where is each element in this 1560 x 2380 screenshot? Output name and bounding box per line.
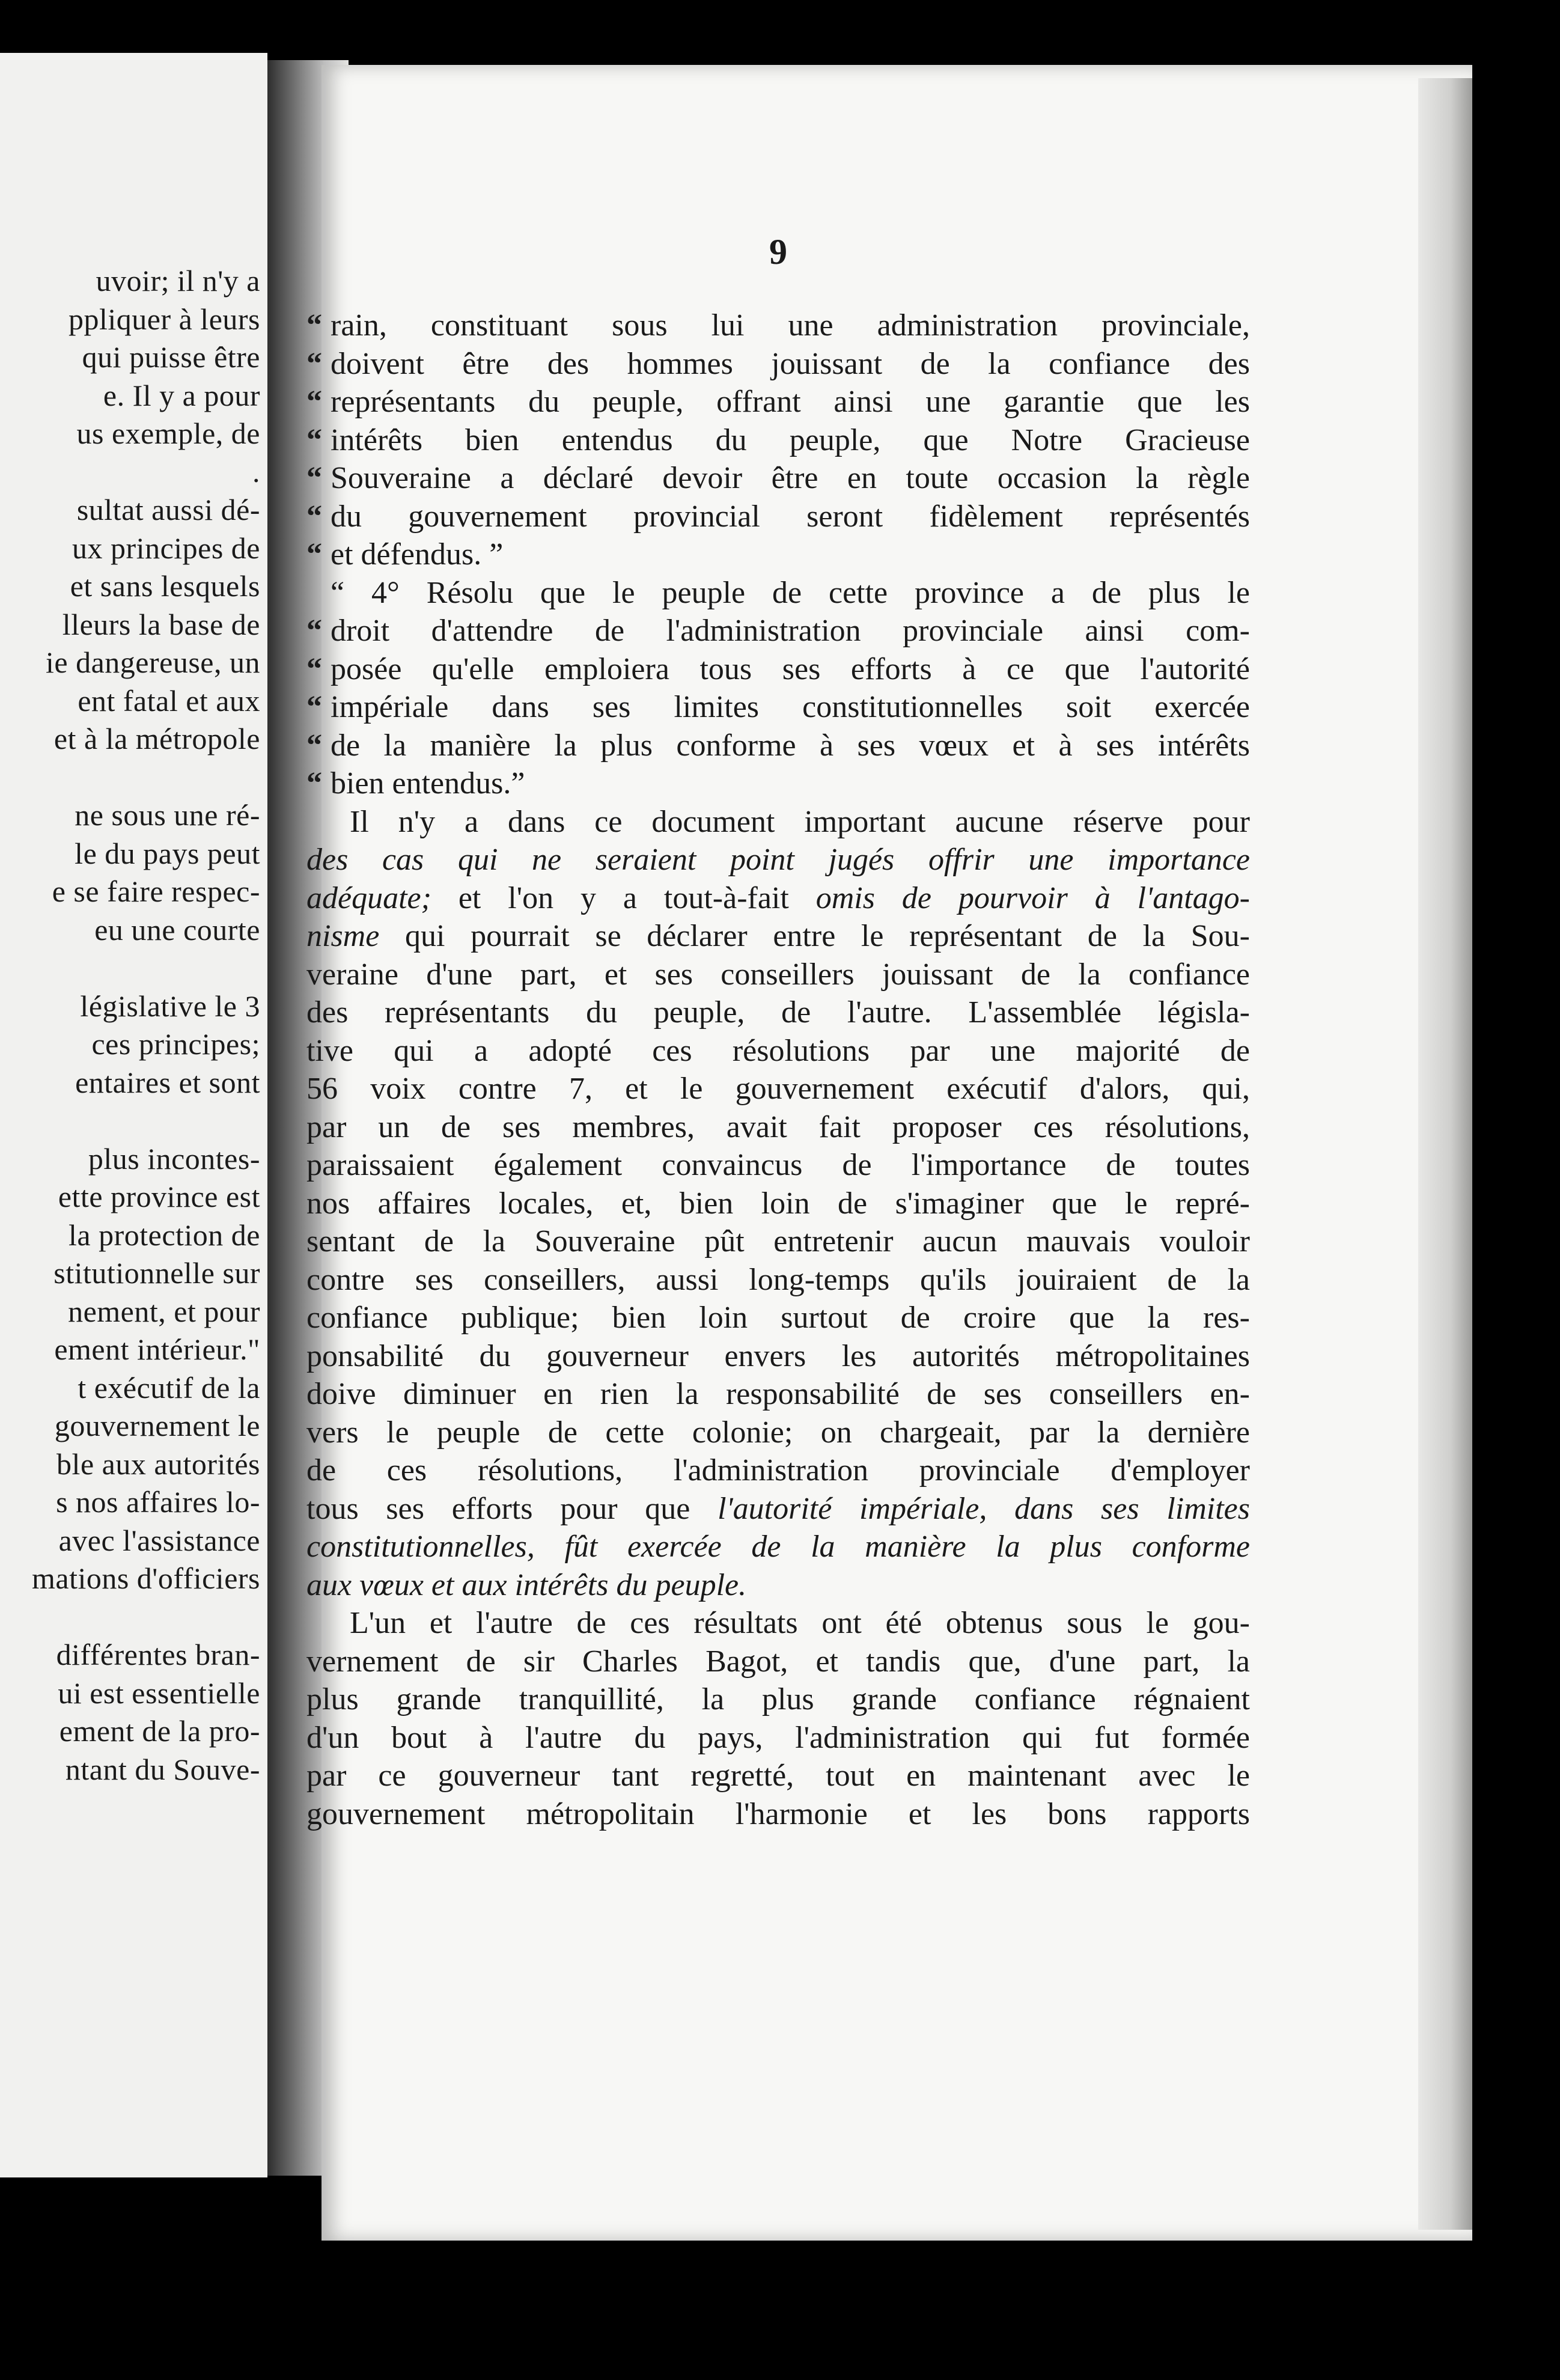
quoted-resolution-4 xyxy=(306,612,1250,803)
paragraph-line xyxy=(306,1490,1250,1528)
left-page-line: ement de la pro- xyxy=(59,1714,260,1748)
left-page-line: et sans lesquels xyxy=(70,569,260,603)
left-page-line: ette province est xyxy=(58,1180,260,1213)
left-page-line xyxy=(0,1598,260,1637)
quoted-line xyxy=(306,307,1250,345)
paragraph-line xyxy=(306,1566,1250,1605)
left-page-line: ux principes de xyxy=(72,531,260,565)
paragraph-line: plus grande tranquillité, la plus grande confiance régnaient xyxy=(306,1682,1250,1716)
left-page-line xyxy=(0,758,260,797)
text-run: rain, constituant sous lui une administration provinciale, xyxy=(331,308,1250,343)
left-page-line: t exécutif de la xyxy=(78,1370,260,1405)
text-run: de la manière la plus conforme à ses vœux et à ses intérêts xyxy=(331,728,1250,763)
left-page-line xyxy=(0,1102,260,1140)
paragraph-line xyxy=(306,841,1250,879)
left-page-line: ent fatal et aux xyxy=(78,683,260,718)
quoted-line xyxy=(306,650,1250,689)
left-page-line: ble aux autorités xyxy=(56,1447,260,1481)
paragraph-line xyxy=(306,917,1250,956)
italic-text: adéquate; xyxy=(306,880,431,915)
quoted-line xyxy=(306,498,1250,536)
italic-text: l'autorité impériale, dans ses limites xyxy=(718,1491,1251,1526)
left-page-line: sultat aussi dé- xyxy=(76,493,260,526)
text-run: intérêts bien entendus du peuple, que Notre Gracieuse xyxy=(331,423,1250,457)
resolution-4-first-line: “ 4° Résolu que le peuple de cette province a de plus le xyxy=(331,575,1250,610)
paragraph-line: tive qui a adopté ces résolutions par une majorité de xyxy=(306,1033,1250,1068)
page-number: 9 xyxy=(769,232,787,272)
paragraph-line: par ce gouverneur tant regretté, tout en maintenant avec le xyxy=(306,1759,1250,1793)
quote-mark: “ xyxy=(306,537,322,572)
left-page-line: gouvernement le xyxy=(54,1409,260,1442)
left-page-line: eu une courte xyxy=(94,912,260,947)
text-run: Souveraine a déclaré devoir être en toute occasion la règle xyxy=(331,461,1250,495)
quote-mark: “ xyxy=(306,461,322,495)
paragraph-line: de ces résolutions, l'administration provinciale d'employer xyxy=(306,1453,1250,1488)
paragraph-line: 56 voix contre 7, et le gouvernement exécutif d'alors, qui, xyxy=(306,1072,1250,1106)
paragraph-line: par un de ses membres, avait fait proposer ces résolutions, xyxy=(306,1109,1250,1144)
quoted-line xyxy=(306,421,1250,460)
quote-mark: “ xyxy=(306,385,322,419)
text-run: et l'on y a tout-à-fait xyxy=(431,880,816,915)
text-run: doivent être des hommes jouissant de la confiance des xyxy=(331,346,1250,381)
left-page-line: ie dangereuse, un xyxy=(46,645,260,679)
text-run: et défendus. ” xyxy=(331,537,504,572)
paragraph-line: veraine d'une part, et ses conseillers jouissant de la confiance xyxy=(306,957,1250,992)
quote-mark: “ xyxy=(306,499,322,534)
quoted-line xyxy=(306,383,1250,421)
left-page-line: s nos affaires lo- xyxy=(56,1485,260,1519)
left-page-line: stitutionnelle sur xyxy=(53,1256,260,1290)
quoted-line xyxy=(306,688,1250,727)
paragraph-line: des représentants du peuple, de l'autre. L'assemblée législa- xyxy=(306,995,1250,1030)
quoted-line xyxy=(306,345,1250,383)
paragraph-line: nos affaires locales, et, bien loin de s'imaginer que le repré- xyxy=(306,1186,1250,1221)
quote-mark: “ xyxy=(306,690,322,724)
paragraph-line: paraissaient également convaincus de l'importance de toutes xyxy=(306,1148,1250,1182)
paragraph-line: Il n'y a dans ce document important aucune réserve pour xyxy=(350,804,1250,839)
left-page-line: avec l'assistance xyxy=(58,1523,260,1557)
italic-text: constitutionnelles, fût exercée de la manière la plus conforme xyxy=(306,1530,1250,1564)
quote-mark: “ xyxy=(306,766,322,801)
left-page-line: us exemple, de xyxy=(76,416,260,450)
paragraph-1-body xyxy=(306,956,1250,1490)
paragraph-line: L'un et l'autre de ces résultats ont été obtenus sous le gou- xyxy=(350,1606,1250,1640)
left-page-line: entaires et sont xyxy=(75,1065,260,1099)
left-page-line: ppliquer à leurs xyxy=(68,302,260,336)
quote-mark: “ xyxy=(306,728,322,763)
text-run: du gouvernement provincial seront fidèlement représentés xyxy=(331,499,1250,534)
paragraph-line: d'un bout à l'autre du pays, l'administration qui fut formée xyxy=(306,1720,1250,1755)
italic-text: omis de pourvoir à l'antago- xyxy=(815,880,1250,915)
left-page-line: qui puisse être xyxy=(82,340,260,374)
paragraph-line: contre ses conseillers, aussi long-temps qu'ils jouiraient de la xyxy=(306,1262,1250,1297)
left-page-line: législative le 3 xyxy=(80,989,260,1023)
left-page-line: ne sous une ré- xyxy=(75,798,260,832)
quoted-line xyxy=(306,536,1250,574)
left-page-line: ntant du Souve- xyxy=(65,1752,260,1786)
paragraph-line xyxy=(306,1528,1250,1566)
left-page-line: ement intérieur." xyxy=(54,1332,260,1366)
quote-mark: “ xyxy=(306,423,322,457)
quote-mark: “ xyxy=(306,651,322,686)
quoted-resolution-3 xyxy=(306,307,1250,574)
quoted-line xyxy=(306,459,1250,498)
left-page-line: et à la métropole xyxy=(53,722,260,755)
left-page-line: la protection de xyxy=(69,1218,260,1252)
left-page-line: lleurs la base de xyxy=(62,607,260,641)
paragraph-line: sentant de la Souveraine pût entretenir aucun mauvais vouloir xyxy=(306,1224,1250,1259)
left-page-line: e. Il y a pour xyxy=(103,378,260,412)
left-page xyxy=(0,53,267,2177)
paragraph-line: gouvernement métropolitain l'harmonie et les bons rapports xyxy=(306,1796,1250,1831)
italic-text: nisme xyxy=(306,919,380,953)
quote-mark: “ xyxy=(306,614,322,648)
italic-text: des cas qui ne seraient point jugés offrir une importance xyxy=(306,843,1250,877)
left-page-line: différentes bran- xyxy=(56,1638,260,1671)
paragraph-line: ponsabilité du gouverneur envers les autorités métropolitaines xyxy=(306,1338,1250,1373)
text-run: posée qu'elle emploiera tous ses efforts à ce que l'autorité xyxy=(331,651,1250,686)
paragraph-line: vers le peuple de cette colonie; on chargeait, par la dernière xyxy=(306,1415,1250,1450)
text-run: bien entendus.” xyxy=(331,766,525,801)
left-page-line: uvoir; il n'y a xyxy=(96,264,260,298)
text-run: qui pourrait se déclarer entre le représentant de la Sou- xyxy=(379,919,1250,953)
quoted-line xyxy=(306,764,1250,803)
text-run: impériale dans ses limites constitutionnelles soit exercée xyxy=(331,690,1250,724)
main-text-block xyxy=(306,307,1250,1833)
text-run: droit d'attendre de l'administration provinciale ainsi com- xyxy=(331,614,1250,648)
italic-text: aux vœux et aux intérêts du peuple. xyxy=(306,1567,747,1602)
quote-mark: “ xyxy=(306,308,322,343)
text-run: représentants du peuple, offrant ainsi une garantie que les xyxy=(331,385,1250,419)
left-page-line: ces principes; xyxy=(91,1027,260,1061)
left-page-line: plus incontes- xyxy=(88,1141,260,1176)
quoted-line xyxy=(306,727,1250,765)
paragraph-line: confiance publique; bien loin surtout de croire que la res- xyxy=(306,1301,1250,1335)
left-page-line: nement, et pour xyxy=(68,1294,260,1328)
paragraph-line: vernement de sir Charles Bagot, et tandis que, d'une part, la xyxy=(306,1644,1250,1679)
left-page-text xyxy=(0,262,260,1789)
left-page-line xyxy=(0,949,260,987)
left-page-line: . xyxy=(252,454,260,489)
left-page-line: e se faire respec- xyxy=(52,874,260,908)
quote-mark: “ xyxy=(306,346,322,381)
quoted-line xyxy=(306,612,1250,650)
text-run: tous ses efforts pour que xyxy=(306,1491,718,1526)
left-page-line: mations d'officiers xyxy=(31,1561,260,1595)
left-page-line: ui est essentielle xyxy=(58,1676,260,1710)
paragraph-line xyxy=(306,879,1250,918)
paragraph-line: doive diminuer en rien la responsabilité de ses conseillers en- xyxy=(306,1377,1250,1411)
paragraph-2 xyxy=(306,1604,1250,1833)
page-edge xyxy=(1418,78,1472,2230)
left-page-line: le du pays peut xyxy=(75,836,260,870)
